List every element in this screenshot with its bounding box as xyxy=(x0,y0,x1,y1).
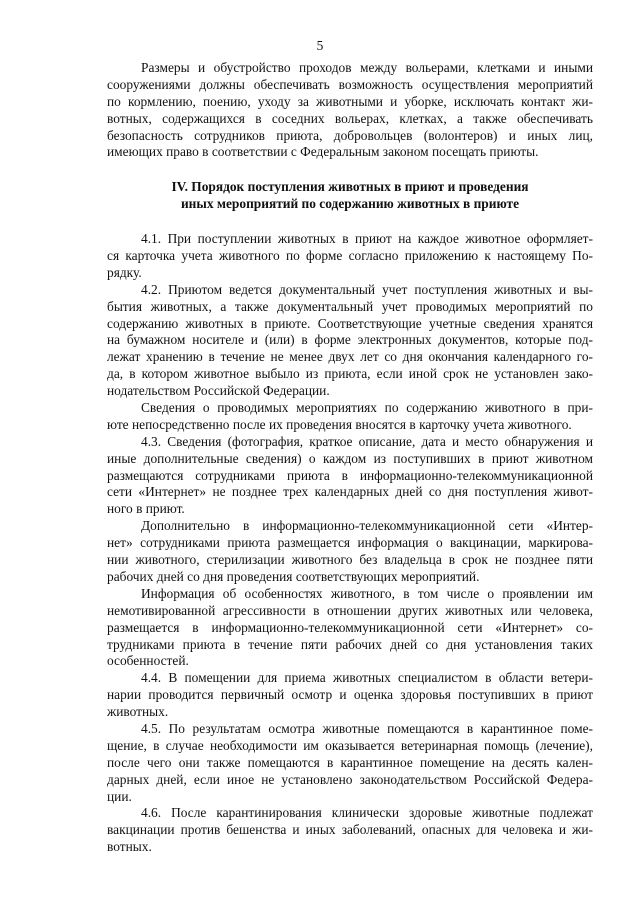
text-line: безопасность сотрудников приюта, добровольцев (волонтеров) и иных лиц, xyxy=(107,127,593,143)
paragraph-first-line: Сведения о проводимых мероприятиях по содержанию животного в при- xyxy=(141,400,593,416)
blank-line xyxy=(107,161,593,179)
section-heading-line: IV. Порядок поступления животных в приют и проведения xyxy=(171,179,529,195)
text-line: имеющих право в соответствии с Федеральным законом посещать приюты. xyxy=(107,144,539,160)
paragraph-first-line: 4.6. После карантинирования клинически здоровые животные подлежат xyxy=(141,805,593,821)
text-line: да, в котором животное выбыло из приюта, если иной срок не установлен зако- xyxy=(107,366,593,382)
text-line: после чего они также помещаются в карантинное помещение на десять кален- xyxy=(107,754,593,770)
text-line: животных. xyxy=(107,704,169,720)
text-line: на бумажном носителе и (или) в форме электронных документов, которые под- xyxy=(107,332,593,348)
text-line: нодательством Российской Федерации. xyxy=(107,383,330,399)
text-line: размещаются сотрудниками приюта в информационно-телекоммуникационной xyxy=(107,467,593,483)
paragraph-first-line: 4.3. Сведения (фотография, краткое описание, дата и место обнаружения и xyxy=(141,433,593,449)
section-heading-line: иных мероприятий по содержанию животных в приюте xyxy=(180,196,520,212)
text-line: дарных дней, если иное не установлено законодательством Российской Федера- xyxy=(107,771,593,787)
text-line: рабочих дней со дня проведения соответствующих мероприятий. xyxy=(107,568,480,584)
page-number: 5 xyxy=(316,38,324,53)
text-line: ся карточка учета животного по форме согласно приложению к настоящему По- xyxy=(107,248,593,264)
text-line: сооружениями должны обеспечивать возможность осуществления мероприятий xyxy=(107,76,593,92)
text-line: бытия животных, а также документальный учет проводимых мероприятий по xyxy=(107,298,593,314)
text-line: по кормлению, поению, уходу за животными и уборке, исключать контакт жи- xyxy=(107,93,593,109)
text-line: особенностей. xyxy=(107,653,189,669)
text-line: щение, в случае необходимости им оказывается ветеринарная помощь (лечение), xyxy=(107,737,593,753)
text-line: ного в приют. xyxy=(107,501,185,517)
text-line: нет» сотрудниками приюта размещается информация о вакцинации, маркирова- xyxy=(107,535,593,551)
text-line: вакцинации против бешенства и иных заболеваний, опасных для человека и жи- xyxy=(107,822,593,838)
blank-line xyxy=(107,213,593,231)
text-line: сети «Интернет» не позднее трех календарных дней со дня поступления живот- xyxy=(107,484,593,500)
text-line: нии животного, стерилизации животного без владельца в срок не позднее пяти xyxy=(107,552,593,568)
paragraph-first-line: Дополнительно в информационно-телекоммуникационной сети «Интер- xyxy=(141,518,593,534)
text-line: вотных. xyxy=(107,839,152,855)
text-line: трудниками приюта в течение пяти рабочих дней со дня установления таких xyxy=(107,636,593,652)
text-line: рядку. xyxy=(107,264,142,280)
text-line: юте непосредственно после их проведения вносятся в карточку учета животного. xyxy=(107,416,572,432)
text-line: содержанию животных в приюте. Соответствующие учетные сведения хранятся xyxy=(107,315,593,331)
text-line: размещается в информационно-телекоммуникационной сети «Интернет» со- xyxy=(107,619,593,635)
document-body xyxy=(107,60,593,856)
paragraph-first-line: 4.4. В помещении для приема животных специалистом в области ветери- xyxy=(141,670,593,686)
text-line: вотных, содержащихся в соседних вольерах, клетках, а также обеспечивать xyxy=(107,110,593,126)
text-line: лежат хранению в течение не менее двух лет со дня окончания календарного го- xyxy=(107,349,593,365)
paragraph-first-line: Размеры и обустройство проходов между вольерами, клетками и иными xyxy=(141,60,593,75)
text-line: нарии проводится первичный осмотр и оценка здоровья поступивших в приют xyxy=(107,687,593,703)
paragraph-first-line: 4.5. По результатам осмотра животные помещаются в карантинное поме- xyxy=(141,720,593,736)
paragraph-first-line: Информация об особенностях животного, в том числе о проявлении им xyxy=(141,585,593,601)
text-line: ции. xyxy=(107,788,132,804)
text-line: немотивированной агрессивности в отношении других животных или человека, xyxy=(107,602,593,618)
text-line: иные дополнительные сведения) о каждом из поступивших в приют животном xyxy=(107,450,593,466)
paragraph-first-line: 4.1. При поступлении животных в приют на каждое животное оформляет- xyxy=(141,231,593,247)
paragraph-first-line: 4.2. Приютом ведется документальный учет поступления животных и вы- xyxy=(141,281,593,297)
